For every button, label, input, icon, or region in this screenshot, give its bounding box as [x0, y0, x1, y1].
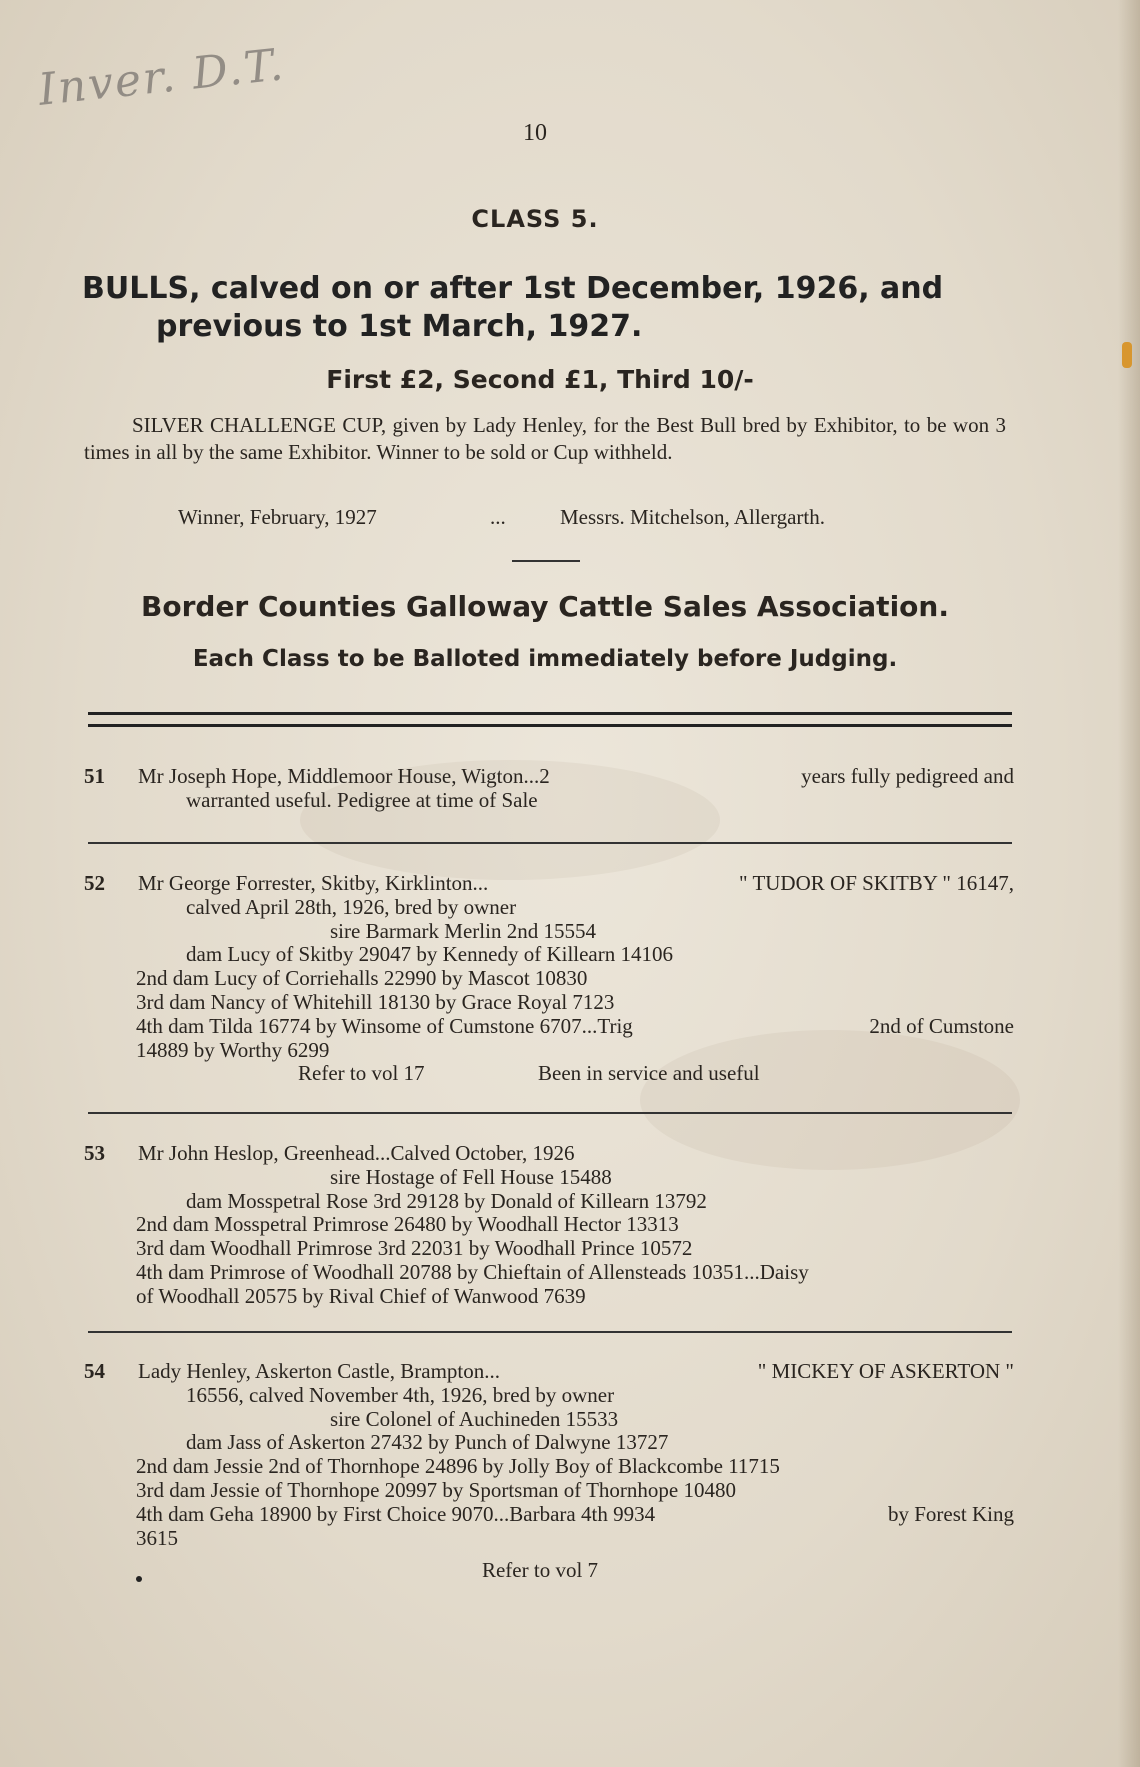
class-heading	[82, 270, 1012, 346]
entry-dam4-end: by Forest King	[888, 1501, 1014, 1526]
winner-label: Winner, February, 1927	[178, 505, 377, 529]
entry-refer: Refer to vol 17	[298, 1061, 425, 1086]
entry-dam2: 2nd dam Mosspetral Primrose 26480 by Woodhall Hector 13313	[136, 1212, 679, 1237]
entry-dam4-cont: 3615	[136, 1525, 178, 1550]
prize-money: First £2, Second £1, Third 10/-	[326, 365, 754, 394]
entry-note: Been in service and useful	[538, 1061, 760, 1086]
handwritten-annotation: Inver. D.T.	[36, 39, 288, 116]
entry-dam4	[84, 1015, 1014, 1039]
double-rule-top	[88, 712, 1012, 715]
entry-sire: sire Colonel of Auchineden 15533	[330, 1406, 619, 1431]
entry-line	[84, 872, 1014, 896]
entry-refer-row	[84, 1062, 1014, 1086]
entry-dam2: 2nd dam Lucy of Corriehalls 22990 by Mascot 10830	[136, 966, 588, 991]
entry-dam2: 2nd dam Jessie 2nd of Thornhope 24896 by Jolly Boy of Blackcombe 11715	[136, 1454, 780, 1479]
entry-51	[84, 765, 1014, 813]
edge-mark	[1122, 342, 1132, 368]
entry-calved: 16556, calved November 4th, 1926, bred by owner	[186, 1382, 615, 1407]
challenge-cup-text: SILVER CHALLENGE CUP, given by Lady Henley, for the Best Bull bred by Exhibitor, to be won 3 times in all by the same Exhibitor. Winner to be sold or Cup withheld.	[84, 413, 1006, 464]
entry-line-start	[84, 1360, 500, 1384]
winner-dots: ...	[490, 505, 506, 529]
entry-divider	[88, 842, 1012, 844]
entry-dam3: 3rd dam Woodhall Primrose 3rd 22031 by Woodhall Prince 10572	[136, 1236, 693, 1261]
divider	[512, 560, 580, 562]
entry-line-start	[84, 765, 550, 789]
entry-description: warranted useful. Pedigree at time of Sale	[186, 787, 538, 812]
ballot-note: Each Class to be Balloted immediately before Judging.	[192, 646, 898, 672]
entry-sire: sire Hostage of Fell House 15488	[330, 1164, 612, 1189]
entry-divider	[88, 1112, 1012, 1114]
entry-line-start	[84, 872, 488, 896]
entry-line	[84, 765, 1014, 789]
entry-dam4-cont: of Woodhall 20575 by Rival Chief of Wanwood 7639	[136, 1283, 586, 1308]
entry-line	[84, 1142, 1014, 1166]
entry-refer: Refer to vol 7	[481, 1558, 599, 1582]
class-heading-line2: previous to 1st March, 1927.	[156, 309, 643, 344]
entry-dam4	[84, 1503, 1014, 1527]
entry-exhibitor: Lady Henley, Askerton Castle, Brampton...	[138, 1359, 500, 1383]
entry-53	[84, 1142, 1014, 1309]
entry-exhibitor: Mr Joseph Hope, Middlemoor House, Wigton...2	[138, 764, 550, 788]
entry-number: 53	[84, 1141, 105, 1165]
entry-line	[84, 1360, 1014, 1384]
page-edge-shadow	[1118, 0, 1140, 1767]
entry-number: 52	[84, 871, 105, 895]
class-title: CLASS 5.	[471, 205, 599, 233]
entry-dam4-end: 2nd of Cumstone	[869, 1013, 1014, 1038]
entry-number: 54	[84, 1359, 105, 1383]
entry-exhibitor: Mr John Heslop, Greenhead...Calved October, 1926	[138, 1141, 575, 1165]
entry-exhibitor: Mr George Forrester, Skitby, Kirklinton...	[138, 871, 489, 895]
page-number: 10	[523, 120, 547, 146]
ink-dot	[136, 1576, 142, 1582]
entry-dam4-start: 4th dam Geha 18900 by First Choice 9070...Barbara 4th 9934	[136, 1501, 656, 1526]
entry-dam: dam Mosspetral Rose 3rd 29128 by Donald of Killearn 13792	[186, 1188, 707, 1213]
entry-divider	[88, 1331, 1012, 1333]
winner-name: Messrs. Mitchelson, Allergarth.	[560, 505, 826, 529]
entry-calved: calved April 28th, 1926, bred by owner	[186, 894, 517, 919]
entry-line-end: years fully pedigreed and	[801, 764, 1014, 788]
entry-dam4: 4th dam Primrose of Woodhall 20788 by Chieftain of Allensteads 10351...Daisy	[136, 1259, 809, 1284]
entry-animal-name: " MICKEY OF ASKERTON "	[757, 1359, 1014, 1383]
entry-dam4-start: 4th dam Tilda 16774 by Winsome of Cumstone 6707...Trig	[136, 1013, 633, 1038]
entry-number: 51	[84, 764, 105, 788]
association-title: Border Counties Galloway Cattle Sales Association.	[141, 590, 949, 623]
entry-dam: dam Lucy of Skitby 29047 by Kennedy of Killearn 14106	[186, 942, 673, 967]
entry-dam: dam Jass of Askerton 27432 by Punch of Dalwyne 13727	[186, 1430, 669, 1455]
entry-dam3: 3rd dam Jessie of Thornhope 20997 by Sportsman of Thornhope 10480	[136, 1477, 736, 1502]
class-heading-line1: BULLS, calved on or after 1st December, 1926, and	[82, 271, 944, 306]
entry-dam3: 3rd dam Nancy of Whitehill 18130 by Grace Royal 7123	[136, 989, 615, 1014]
entry-52	[84, 872, 1014, 1086]
entry-animal-name: " TUDOR OF SKITBY " 16147,	[739, 871, 1014, 895]
entry-dam4-cont: 14889 by Worthy 6299	[136, 1037, 330, 1062]
entry-sire: sire Barmark Merlin 2nd 15554	[330, 918, 596, 943]
entry-54	[84, 1360, 1014, 1550]
previous-winner	[178, 505, 1018, 530]
double-rule-bottom	[88, 724, 1012, 727]
